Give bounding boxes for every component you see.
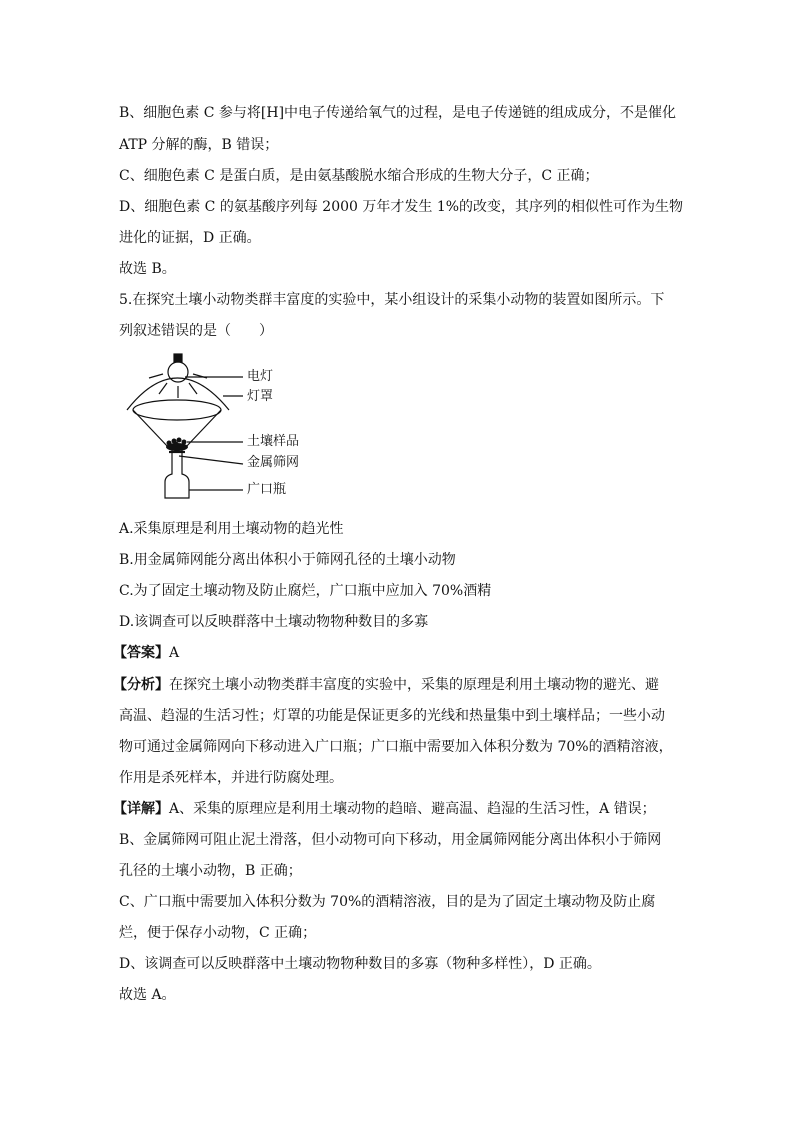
apparatus-figure [119,352,309,504]
text-line: 进化的证据，D 正确。 [119,230,261,246]
analysis-line: 作用是杀死样本，并进行防腐处理。 [119,770,343,786]
question-stem: 列叙述错误的是（ ） [119,323,273,339]
detail-tag: 【详解】 [113,801,169,817]
label-lamp: 电灯 [247,369,274,384]
wide-mouth-bottle [165,466,189,498]
text-line: C、细胞色素 C 是蛋白质，是由氨基酸脱水缩合形成的生物大分子，C 正确； [119,168,599,184]
funnel-side [133,410,169,448]
detail-line: 孔径的土壤小动物，B 正确； [119,863,302,879]
analysis-line: 高温、趋湿的生活习性；灯罩的功能是保证更多的光线和热量集中到土壤样品；一些小动 [119,708,665,724]
label-metal-mesh: 金属筛网 [247,455,300,470]
analysis-line [113,675,659,695]
bulb-socket [174,354,182,362]
option-a: A.采集原理是利用土壤动物的趋光性 [119,521,344,537]
analysis-tag: 【分析】 [113,677,169,693]
soil-sample-icon [166,438,188,452]
conclusion-line: 故选 A。 [119,987,176,1003]
text-line: B、细胞色素 C 参与将[H]中电子传递给氧气的过程，是电子传递链的组成成分，不是催化 [119,105,677,121]
text-line: 故选 B。 [119,261,176,277]
detail-line: B、金属筛网可阻止泥土滑落，但小动物可向下移动，用金属筛网能分离出体积小于筛网 [119,832,662,848]
answer-line [113,643,179,663]
detail-line: 烂，便于保存小动物，C 正确； [119,925,317,941]
detail-line: C、广口瓶中需要加入体积分数为 70%的酒精溶液，目的是为了固定土壤动物及防止腐 [119,894,656,910]
option-d: D.该调查可以反映群落中土壤动物物种数目的多寡 [119,614,429,630]
analysis-text: 在探究土壤小动物类群丰富度的实验中，采集的原理是利用土壤动物的避光、避 [169,677,659,693]
option-b: B.用金属筛网能分离出体积小于筛网孔径的土壤小动物 [119,552,456,568]
detail-line [113,799,656,819]
label-lampshade: 灯罩 [247,389,274,404]
text-line: D、细胞色素 C 的氨基酸序列每 2000 万年才发生 1%的改变，其序列的相似性可作为生物 [119,199,684,215]
text-line: ATP 分解的酶，B 错误； [119,137,279,153]
option-c: C.为了固定土壤动物及防止腐烂，广口瓶中应加入 70%酒精 [119,583,492,599]
analysis-line: 物可通过金属筛网向下移动进入广口瓶；广口瓶中需要加入体积分数为 70%的酒精溶液， [119,739,673,755]
bulb-icon [168,362,188,382]
answer-value: A [169,645,180,661]
detail-text: A、采集的原理应是利用土壤动物的趋暗、避高温、趋湿的生活习性，A 错误； [169,801,656,817]
answer-tag: 【答案】 [113,645,169,661]
label-bottle: 广口瓶 [247,482,287,497]
label-soil-sample: 土壤样品 [247,434,300,449]
question-stem: 5.在探究土壤小动物类群丰富度的实验中，某小组设计的采集小动物的装置如图所示。下 [119,292,665,308]
funnel-rim [133,400,221,420]
detail-line: D、该调查可以反映群落中土壤动物物种数目的多寡（物种多样性），D 正确。 [119,956,601,972]
